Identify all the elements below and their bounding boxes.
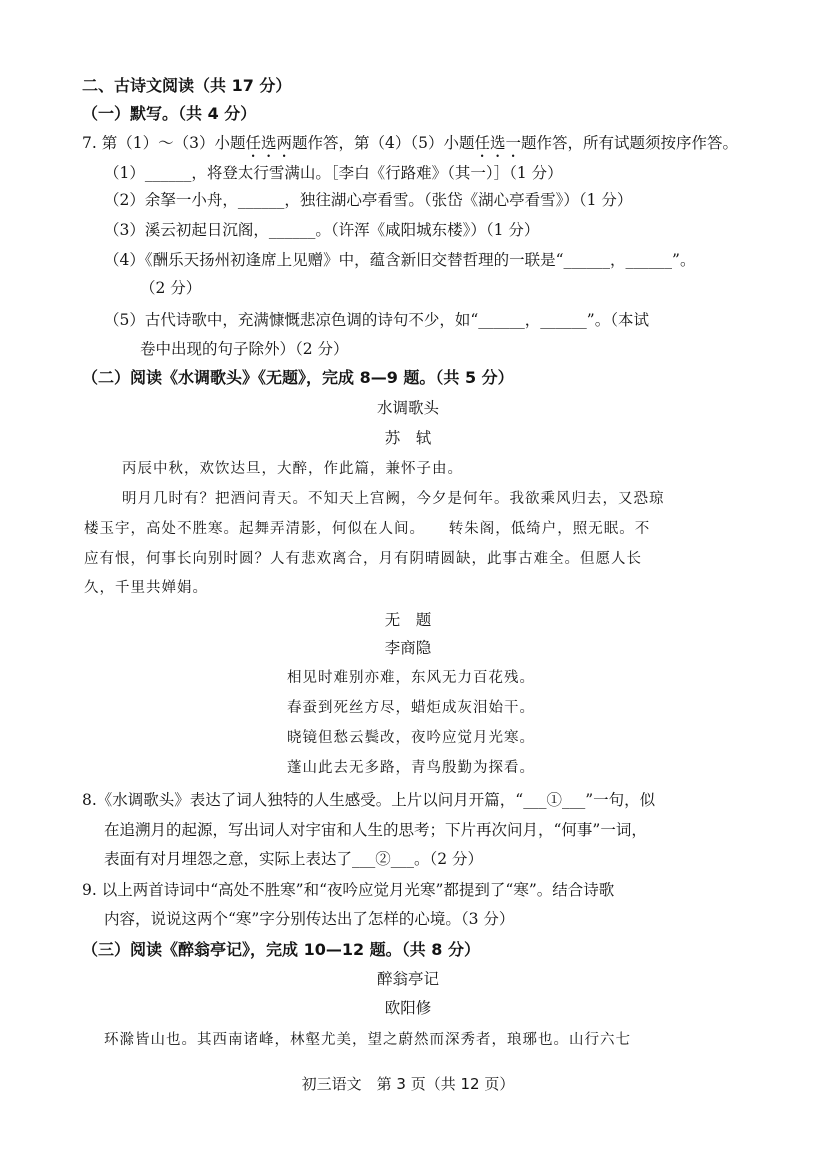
q7-text-a: 7. 第（1）～（3）小题 bbox=[82, 134, 246, 152]
q7-text-e: 题作答，所有试题须按序作答。 bbox=[520, 134, 738, 152]
question-8: 8.《水调歌头》表达了词人独特的人生感受。上片以问月开篇，“___①___”一句，似 bbox=[82, 791, 656, 809]
q7-text-c: 题作答，第（4）（5）小题 bbox=[291, 134, 475, 152]
text-author: 欧阳修 bbox=[384, 999, 432, 1017]
q7-emphasis-1: 任选两 bbox=[245, 134, 292, 152]
q7-item-2: （2）余拏一小舟，______，独往湖心亭看雪。（张岱《湖心亭看雪》）（1 分） bbox=[104, 191, 633, 209]
poem2-line: 晓镜但愁云鬓改，夜吟应觉月光寒。 bbox=[287, 730, 535, 746]
poem2-line: 相见时难别亦难，东风无力百花残。 bbox=[287, 670, 535, 686]
q7-item-5: （5）古代诗歌中，充满慷慨悲凉色调的诗句不少，如“______，______”。（本试 bbox=[104, 311, 649, 329]
poem1-line: 楼玉宇，高处不胜寒。起舞弄清影，何似在人间。 转朱阁，低绮户，照无眠。不 bbox=[84, 521, 651, 537]
q7-item-4-score: （2 分） bbox=[140, 279, 202, 297]
part2-title: （二）阅读《水调歌头》《无题》，完成 8—9 题。（共 5 分） bbox=[82, 368, 514, 387]
poem1-line: 明月几时有？把酒问青天。不知天上宫阙，今夕是何年。我欲乘风归去，又恐琼 bbox=[122, 491, 665, 507]
poem2-line: 春蚕到死丝方尽，蜡炬成灰泪始干。 bbox=[287, 700, 535, 716]
question-9: 9. 以上两首诗词中“高处不胜寒”和“夜吟应觉月光寒”都提到了“寒”。结合诗歌 bbox=[82, 881, 615, 899]
question-7-instruction bbox=[82, 133, 738, 161]
question-9-cont: 内容，说说这两个“寒”字分别传达出了怎样的心境。（3 分） bbox=[104, 910, 515, 928]
q7-emphasis-2: 任选一 bbox=[474, 134, 521, 152]
poem2-author: 李商隐 bbox=[384, 639, 432, 657]
part1-title: （一）默写。（共 4 分） bbox=[82, 104, 257, 123]
poem1-author: 苏 轼 bbox=[384, 429, 432, 447]
q7-item-3: （3）溪云初起日沉阁，______。（许浑《咸阳城东楼》）（1 分） bbox=[104, 221, 540, 239]
part3-title: （三）阅读《醉翁亭记》，完成 10—12 题。（共 8 分） bbox=[82, 940, 480, 959]
q7-item-5-cont: 卷中出现的句子除外）（2 分） bbox=[140, 340, 349, 358]
poem2-title: 无 题 bbox=[384, 611, 432, 629]
q7-item-1: （1）______，将登太行雪满山。［李白《行路难》（其一）］（1 分） bbox=[104, 164, 563, 182]
poem1-line: 应有恨，何事长向别时圆？人有悲欢离合，月有阴晴圆缺，此事古难全。但愿人长 bbox=[84, 551, 642, 567]
poem1-preface: 丙辰中秋，欢饮达旦，大醉，作此篇，兼怀子由。 bbox=[122, 461, 463, 477]
poem2-line: 蓬山此去无多路，青鸟殷勤为探看。 bbox=[287, 760, 535, 776]
text-title: 醉翁亭记 bbox=[376, 970, 439, 988]
poem1-line: 久，千里共婵娟。 bbox=[84, 580, 208, 596]
question-8-cont: 表面有对月埋怨之意，实际上表达了___②___。（2 分） bbox=[104, 850, 484, 868]
q7-item-4: （4）《酬乐天扬州初逢席上见赠》中，蕴含新旧交替哲理的一联是“______，______”。 bbox=[104, 251, 696, 269]
text-line: 环滁皆山也。其西南诸峰，林壑尤美，望之蔚然而深秀者，琅琊也。山行六七 bbox=[104, 1032, 631, 1048]
section-title: 二、古诗文阅读（共 17 分） bbox=[82, 76, 292, 95]
poem1-title: 水调歌头 bbox=[376, 399, 439, 417]
page-footer: 初三语文 第 3 页（共 12 页） bbox=[301, 1075, 515, 1093]
question-8-cont: 在追溯月的起源，写出词人对宇宙和人生的思考；下片再次问月，“何事”一词， bbox=[104, 821, 647, 839]
